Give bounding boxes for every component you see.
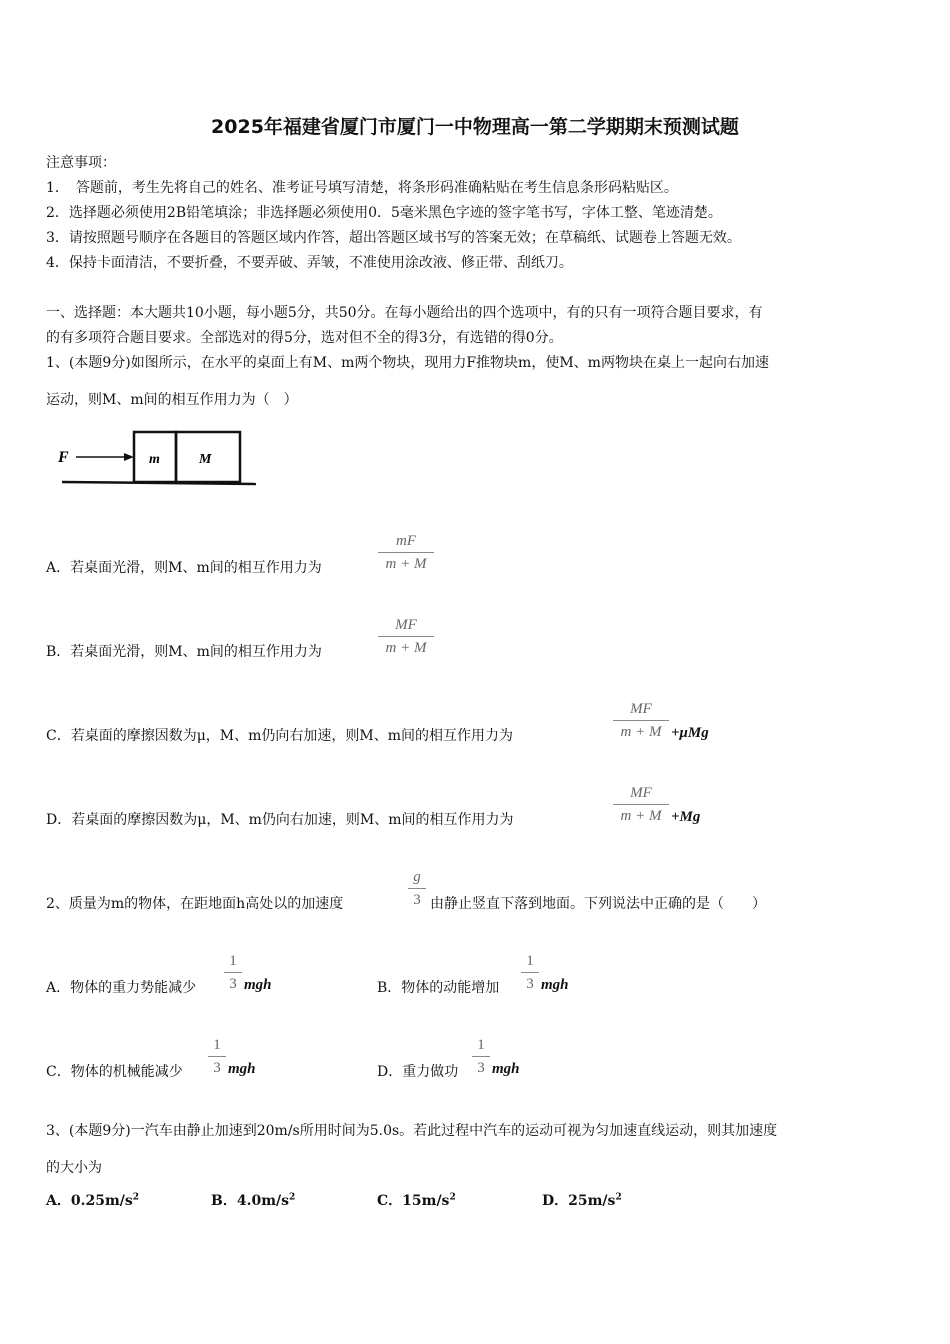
question-3-stem: 的大小为 [46,1160,102,1176]
notice-item: 1． 答题前，考生先将自己的姓名、准考证号填写清楚，将条形码准确粘贴在考生信息条形码粘贴区。 [46,180,678,196]
notice-heading: 注意事项： [46,155,116,171]
option-2B: B．物体的动能增加 [377,980,500,996]
option-1C: C．若桌面的摩擦因数为μ，M、m仍向右加速，则M、m间的相互作用力为 [46,728,514,744]
option-3A: A．$0.25m/s^2$ [46,1192,140,1209]
question-2-stem: 2、质量为m的物体，在距地面h高处以的加速度 [46,896,344,912]
section-intro: 的有多项符合题目要求。全部选对的得5分，选对但不全的得3分，有选错的得0分。 [46,330,563,346]
option-1C-tail: +μMg [671,725,709,741]
fraction: g 3 [408,868,426,909]
question-1-stem: 运动，则M、m间的相互作用力为（ ） [46,392,298,408]
question-3-stem: 3、(本题9分)一汽车由静止加速到20m/s所用时间为5.0s。若此过程中汽车的运动可视为匀加速直线运动，则其加速度 [46,1123,778,1139]
section-intro: 一、选择题：本大题共10小题，每小题5分，共50分。在每小题给出的四个选项中，有的只有一项符合题目要求，有 [46,305,763,321]
fraction: 1 3 [521,952,539,993]
fraction: 1 3 [224,952,242,993]
fraction: MF m + M [378,616,434,657]
option-1B: B．若桌面光滑，则M、m间的相互作用力为 [46,644,322,660]
block-M-label: M [199,452,212,467]
force-label: F [58,449,69,466]
page-title: 2025年福建省厦门市厦门一中物理高一第二学期期末预测试题 [211,116,739,138]
option-1D: D．若桌面的摩擦因数为μ，M、m仍向右加速，则M、m间的相互作用力为 [46,812,514,828]
fraction: MF m + M [613,784,669,825]
notice-item: 4．保持卡面清洁，不要折叠，不要弄破、弄皱，不准使用涂改液、修正带、刮纸刀。 [46,255,573,271]
option-2A: A．物体的重力势能减少 [46,980,197,996]
option-2D: D．重力做功 [377,1064,459,1080]
option-2B-tail: mgh [541,977,569,993]
question-2-stem: 由静止竖直下落到地面。下列说法中正确的是（ ） [430,896,766,912]
option-3B: B．$4.0m/s^2$ [211,1192,296,1209]
option-3D: D．$25m/s^2$ [542,1192,622,1209]
fraction: mF m + M [378,532,434,573]
option-2C: C．物体的机械能减少 [46,1064,183,1080]
force-arrow-head [124,453,134,461]
question-1-stem: 1、(本题9分)如图所示，在水平的桌面上有M、m两个物块，现用力F推物块m，使M、m两物块在桌上一起向右加速 [46,355,769,371]
option-2A-tail: mgh [244,977,272,993]
option-1D-tail: +Mg [671,809,701,825]
option-2D-tail: mgh [492,1061,520,1077]
option-1A: A．若桌面光滑，则M、m间的相互作用力为 [46,560,322,576]
block-m-label: m [149,452,160,467]
fraction: 1 3 [208,1036,226,1077]
option-3C: C．$15m/s^2$ [377,1192,456,1209]
notice-item: 2．选择题必须使用2B铅笔填涂；非选择题必须使用0．5毫米黑色字迹的签字笔书写，字体工整、笔迹清楚。 [46,205,722,221]
notice-item: 3．请按照题号顺序在各题目的答题区域内作答，超出答题区域书写的答案无效；在草稿纸、试题卷上答题无效。 [46,230,741,246]
fraction: MF m + M [613,700,669,741]
question-1-figure [56,428,261,490]
fraction: 1 3 [472,1036,490,1077]
option-2C-tail: mgh [228,1061,256,1077]
